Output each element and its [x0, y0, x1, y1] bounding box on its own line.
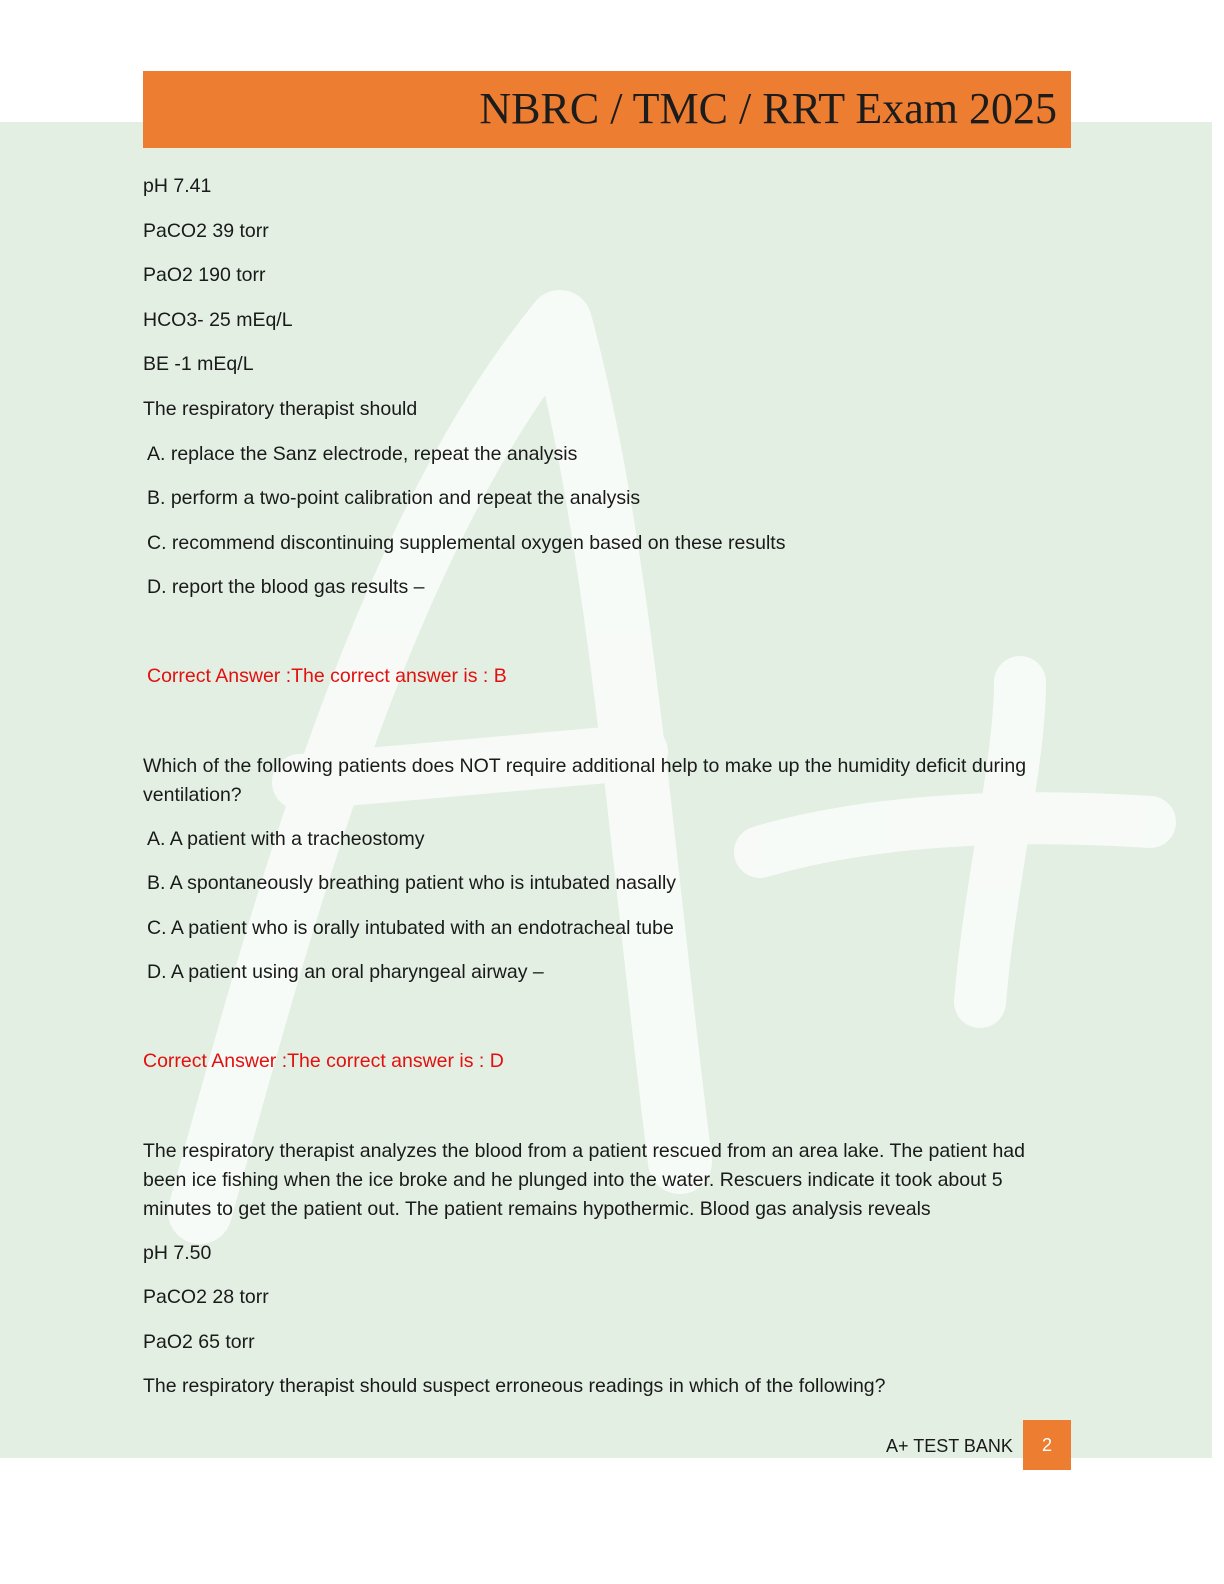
header-banner	[143, 71, 1071, 148]
q1-value-pao2: PaO2 190 torr	[143, 264, 266, 286]
q3-value-pao2: PaO2 65 torr	[143, 1331, 255, 1353]
q1-option-c: C. recommend discontinuing supplemental oxygen based on these results	[147, 532, 786, 554]
q1-option-a: A. replace the Sanz electrode, repeat the analysis	[147, 443, 578, 465]
q3-stem: The respiratory therapist analyzes the blood from a patient rescued from an area lake. The patient had been ice fishing when the ice broke and he plunged into the water. Rescuers indicate it took about 5 minutes to get the patient out. The patient remains hypothermic. Blood gas analysis reveals	[143, 1140, 1025, 1220]
q2-option-d: D. A patient using an oral pharyngeal airway –	[147, 961, 544, 983]
q3-value-paco2: PaCO2 28 torr	[143, 1286, 269, 1308]
q1-option-b: B. perform a two-point calibration and repeat the analysis	[147, 487, 641, 509]
q1-correct-answer: Correct Answer :The correct answer is : B	[147, 665, 507, 687]
q2-option-a: A. A patient with a tracheostomy	[147, 828, 425, 850]
q3-value-ph: pH 7.50	[143, 1242, 212, 1264]
q1-stem: The respiratory therapist should	[143, 398, 418, 420]
page-number: 2	[1023, 1420, 1071, 1470]
q2-option-b: B. A spontaneously breathing patient who is intubated nasally	[147, 872, 677, 894]
q1-value-hco3: HCO3- 25 mEq/L	[143, 309, 293, 331]
q2-correct-answer: Correct Answer :The correct answer is : D	[143, 1050, 504, 1072]
q1-value-ph: pH 7.41	[143, 175, 212, 197]
q3-prompt: The respiratory therapist should suspect erroneous readings in which of the following?	[143, 1375, 886, 1397]
q2-option-c: C. A patient who is orally intubated with an endotracheal tube	[147, 917, 674, 939]
q2-stem: Which of the following patients does NOT require additional help to make up the humidity deficit during ventilation?	[143, 755, 1027, 806]
q1-option-d: D. report the blood gas results –	[147, 576, 425, 598]
q1-value-paco2: PaCO2 39 torr	[143, 220, 269, 242]
page-title: NBRC / TMC / RRT Exam 2025	[479, 84, 1057, 133]
q1-value-be: BE -1 mEq/L	[143, 353, 254, 375]
footer-label: A+ TEST BANK	[886, 1436, 1013, 1456]
